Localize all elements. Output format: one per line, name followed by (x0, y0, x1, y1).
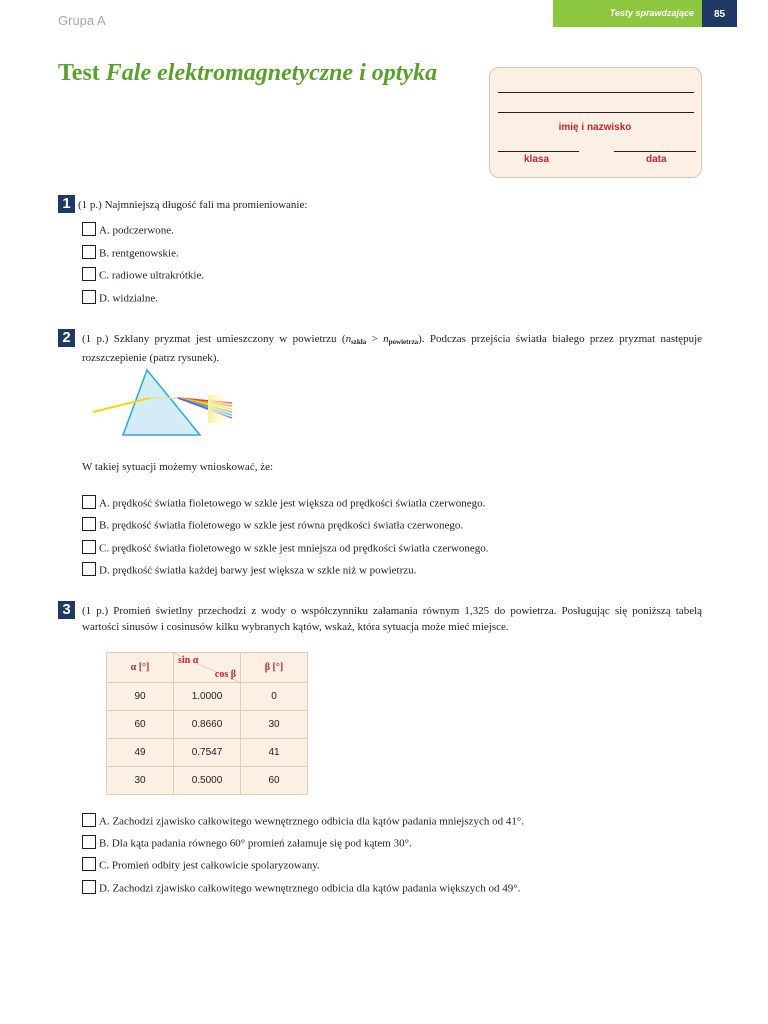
spectrum-fade (208, 395, 238, 423)
q2-option-d[interactable] (82, 562, 416, 578)
q1-option-b[interactable] (82, 245, 179, 261)
q3-option-b[interactable] (82, 835, 412, 851)
table-cell: 49 (107, 739, 174, 767)
date-label: data (646, 154, 667, 165)
prism-dispersion-figure (90, 365, 240, 440)
table-row (107, 683, 308, 711)
diag-bottom-label: cos β (214, 669, 236, 680)
name-line-1[interactable] (498, 92, 694, 93)
checkbox[interactable] (82, 290, 96, 304)
option-label: A. Zachodzi zjawisko całkowitego wewnętrznego odbicia dla kątów padania mniejszych od 41°. (99, 815, 525, 828)
page-title (58, 60, 437, 87)
question-2-points: (1 p.) (82, 333, 109, 345)
header-bar-label: Testy sprawdzające (609, 8, 694, 18)
n-symbol: n (383, 333, 389, 345)
table-cell: 60 (107, 711, 174, 739)
question-1-points: (1 p.) (78, 199, 102, 211)
question-2-number: 2 (58, 329, 75, 347)
question-2-prompt-b: ). Podczas przejścia światła białego przez pryzmat następuje rozszczepienie (patrz rysunek). (82, 333, 703, 364)
option-label: C. radiowe ultrakrótkie. (99, 269, 205, 282)
option-label: B. prędkość światła fioletowego w szkle jest równa prędkości światła czerwonego. (99, 519, 464, 532)
question-1-prompt: Najmniejszą długość fali ma promieniowanie: (104, 199, 308, 211)
header-bar (553, 0, 702, 27)
question-1-text (78, 197, 702, 213)
q1-option-a[interactable] (82, 222, 174, 238)
checkbox[interactable] (82, 857, 96, 871)
checkbox[interactable] (82, 517, 96, 531)
option-label: D. prędkość światła każdej barwy jest większa w szkle niż w powietrzu. (99, 564, 417, 577)
option-label: A. prędkość światła fioletowego w szkle jest większa od prędkości światła czerwonego. (99, 497, 486, 510)
diag-top-label: sin α (178, 655, 199, 666)
class-line[interactable] (498, 151, 579, 152)
student-info-box (489, 67, 702, 178)
q2-option-b[interactable] (82, 517, 463, 533)
question-3-text (82, 603, 702, 635)
checkbox[interactable] (82, 813, 96, 827)
question-1-number: 1 (58, 195, 75, 213)
trig-table (106, 652, 308, 795)
title-prefix: Test (58, 60, 100, 86)
q2-option-a[interactable] (82, 495, 485, 511)
table-cell: 0.8660 (174, 711, 241, 739)
table-cell: 90 (107, 683, 174, 711)
page-number: 85 (702, 0, 737, 27)
col-beta-header: β [°] (241, 653, 308, 683)
table-cell: 30 (241, 711, 308, 739)
table-header-row (107, 653, 308, 683)
checkbox[interactable] (82, 835, 96, 849)
question-2-prompt-a: Szklany pryzmat jest umieszczony w powietrzu ( (113, 333, 346, 345)
checkbox[interactable] (82, 245, 96, 259)
q2-option-c[interactable] (82, 540, 488, 556)
option-label: C. prędkość światła fioletowego w szkle jest mniejsza od prędkości światła czerwonego. (99, 542, 489, 555)
option-label: D. widzialne. (99, 292, 158, 305)
class-label: klasa (524, 154, 550, 165)
name-line-2[interactable] (498, 112, 694, 113)
q3-option-c[interactable] (82, 857, 320, 873)
table-cell: 60 (241, 767, 308, 795)
table-row (107, 739, 308, 767)
checkbox[interactable] (82, 562, 96, 576)
table-cell: 0.5000 (174, 767, 241, 795)
table-cell: 1.0000 (174, 683, 241, 711)
option-label: B. rentgenowskie. (99, 247, 179, 260)
q3-option-d[interactable] (82, 880, 520, 896)
col-diag-header (174, 653, 241, 683)
checkbox[interactable] (82, 495, 96, 509)
question-3-number: 3 (58, 601, 75, 619)
checkbox[interactable] (82, 222, 96, 236)
group-label: Grupa A (58, 13, 106, 28)
question-3-points: (1 p.) (82, 605, 109, 617)
option-label: D. Zachodzi zjawisko całkowitego wewnętrznego odbicia dla kątów padania większych od 49°. (99, 882, 521, 895)
operator: > (366, 333, 384, 345)
q1-option-c[interactable] (82, 267, 204, 283)
checkbox[interactable] (82, 880, 96, 894)
q3-option-a[interactable] (82, 813, 524, 829)
table-row (107, 711, 308, 739)
table-cell: 0 (241, 683, 308, 711)
option-label: C. Promień odbity jest całkowicie spolaryzowany. (99, 859, 320, 872)
table-cell: 30 (107, 767, 174, 795)
checkbox[interactable] (82, 267, 96, 281)
table-cell: 41 (241, 739, 308, 767)
checkbox[interactable] (82, 540, 96, 554)
table-cell: 0.7547 (174, 739, 241, 767)
option-label: B. Dla kąta padania równego 60° promień załamuje się pod kątem 30°. (99, 837, 412, 850)
question-3-prompt: Promień świetlny przechodzi z wody o współczynniku załamania równym 1,325 do powietrza. Posługując się poniższą tabelą wartości sinusów i cosinusów kilku wybranych kątów, wskaż, która sytuacja może mieć miejsce. (82, 605, 703, 633)
name-label: imię i nazwisko (558, 122, 632, 133)
col-alpha-header: α [°] (107, 653, 174, 683)
question-2-text (82, 331, 702, 366)
n-subscript-air: powietrza (388, 338, 419, 346)
question-2-lead: W takiej sytuacji możemy wnioskować, że: (82, 461, 274, 473)
date-line[interactable] (614, 151, 696, 152)
title-name: Fale elektromagnetyczne i optyka (105, 60, 438, 86)
option-label: A. podczerwone. (99, 224, 174, 237)
n-symbol: n (345, 333, 352, 345)
q1-option-d[interactable] (82, 290, 158, 306)
n-subscript-glass: szkła (351, 338, 367, 346)
table-row (107, 767, 308, 795)
